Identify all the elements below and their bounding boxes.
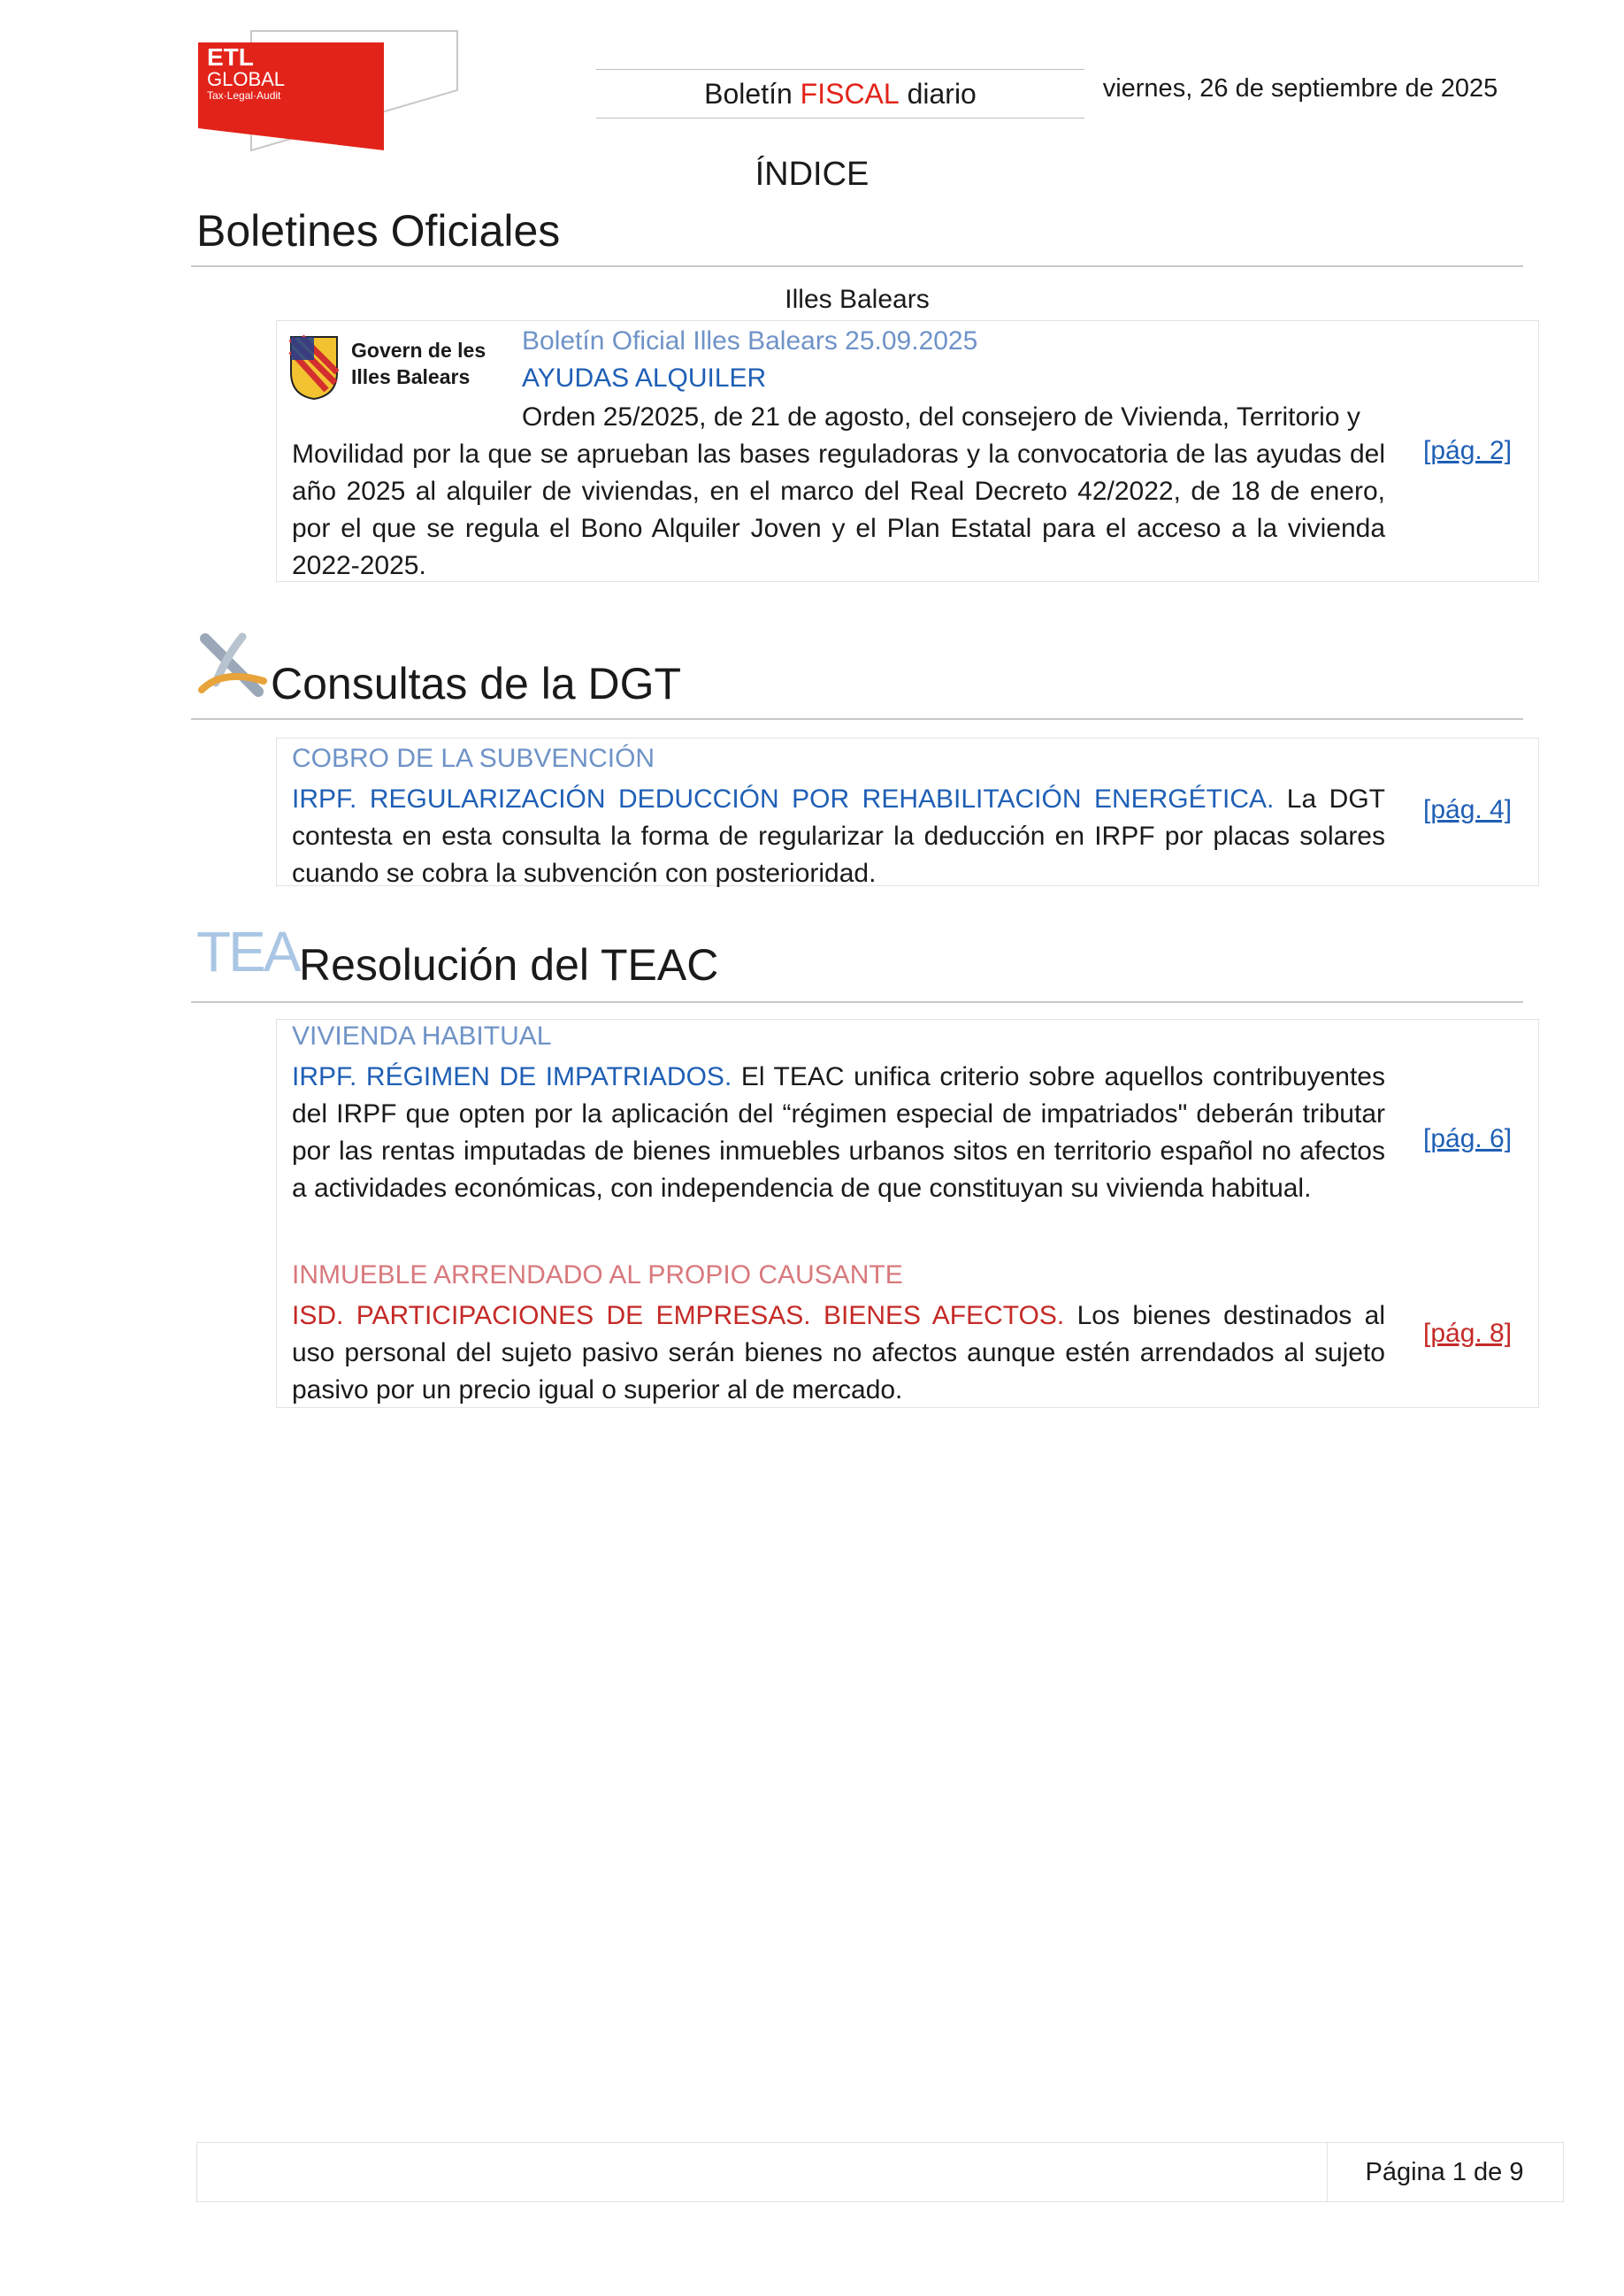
dgt-category: COBRO DE LA SUBVENCIÓN xyxy=(292,744,655,773)
header-date: viernes, 26 de septiembre de 2025 xyxy=(1102,74,1498,103)
section-divider xyxy=(191,265,1523,267)
dgt-card xyxy=(276,738,1539,886)
teac-item1-headline: IRPF. RÉGIMEN DE IMPATRIADOS. xyxy=(292,1062,732,1091)
dgt-body: La DGT contesta en esta consulta la forma de regularizar la deducción en IRPF por placas solares cuando se cobra la subvención con posterioridad. xyxy=(292,784,1385,888)
boletin-body: Movilidad por la que se aprueban las bases reguladoras y la convocatoria de las ayudas del año 2025 al alquiler de viviendas, en el marco del Real Decreto 42/2022, de 18 de enero, por el que se regula el Bono Alquiler Joven y el Plan Estatal para el acceso a la vivienda 2022-2025. xyxy=(292,440,1385,580)
index-title: ÍNDICE xyxy=(755,156,869,193)
section-divider xyxy=(191,718,1523,720)
etl-global-logo xyxy=(196,27,462,155)
teac-item1-category: VIVIENDA HABITUAL xyxy=(292,1022,552,1051)
aeat-logo-icon xyxy=(196,630,269,702)
teac-item1-body: El TEAC unifica criterio sobre aquellos contribuyentes del IRPF que opten por la aplicación del “régimen especial de impatriados" deberán tributar por las rentas imputadas de bienes inmuebles urbanos sitos en territorio español no afectos a actividades económicas, con independencia de que constituyan su vivienda habitual. xyxy=(292,1062,1385,1203)
teac-item2-body: Los bienes destinados al uso personal del sujeto pasivo serán bienes no afectos aunque estén arrendados al sujeto pasivo por un precio igual o superior al de mercado. xyxy=(292,1301,1385,1404)
section-title-boletines: Boletines Oficiales xyxy=(196,206,561,256)
page-link-4[interactable]: [pág. 4] xyxy=(1423,795,1513,824)
dgt-headline: IRPF. REGULARIZACIÓN DEDUCCIÓN POR REHABILITACIÓN ENERGÉTICA. xyxy=(292,784,1275,814)
region-subtitle: Illes Balears xyxy=(785,285,930,314)
section-divider xyxy=(191,1001,1523,1003)
boletin-topic: AYUDAS ALQUILER xyxy=(522,364,767,393)
teac-logo-text: TEA xyxy=(196,920,299,983)
bulletin-header xyxy=(596,69,1084,119)
teac-card xyxy=(276,1019,1539,1408)
boletin-source: Boletín Oficial Illes Balears 25.09.2025 xyxy=(522,326,978,356)
govern-logo-line2: Illes Balears xyxy=(351,365,471,388)
page-link-2[interactable]: [pág. 2] xyxy=(1423,436,1513,465)
logo-line1: ETL xyxy=(207,43,254,71)
page-link-6[interactable]: [pág. 6] xyxy=(1423,1124,1513,1153)
bulletin-word3: diario xyxy=(907,77,977,110)
govern-logo-line1: Govern de les xyxy=(351,339,486,362)
teac-item1-entry xyxy=(292,1059,1385,1207)
bulletin-word1: Boletín xyxy=(704,77,793,110)
logo-line2: GLOBAL xyxy=(207,68,286,90)
teac-item2-category: INMUEBLE ARRENDADO AL PROPIO CAUSANTE xyxy=(292,1260,903,1290)
teac-item2-headline: ISD. PARTICIPACIONES DE EMPRESAS. BIENES AFECTOS. xyxy=(292,1301,1065,1330)
dgt-entry xyxy=(292,781,1385,892)
boletin-card xyxy=(276,320,1539,582)
teac-item2-entry xyxy=(292,1297,1385,1409)
bulletin-word2: FISCAL xyxy=(800,77,900,110)
page-number: Página 1 de 9 xyxy=(1365,2157,1524,2186)
govern-logo-text xyxy=(351,337,486,390)
page-link-8[interactable]: [pág. 8] xyxy=(1423,1319,1513,1348)
balears-crest-icon xyxy=(287,333,341,401)
logo-line3: Tax·Legal·Audit xyxy=(207,89,281,102)
boletin-body-first: Orden 25/2025, de 21 de agosto, del consejero de Vivienda, Territorio y xyxy=(522,402,1360,432)
section-title-dgt: Consultas de la DGT xyxy=(271,659,682,708)
section-title-teac: Resolución del TEAC xyxy=(299,940,719,990)
